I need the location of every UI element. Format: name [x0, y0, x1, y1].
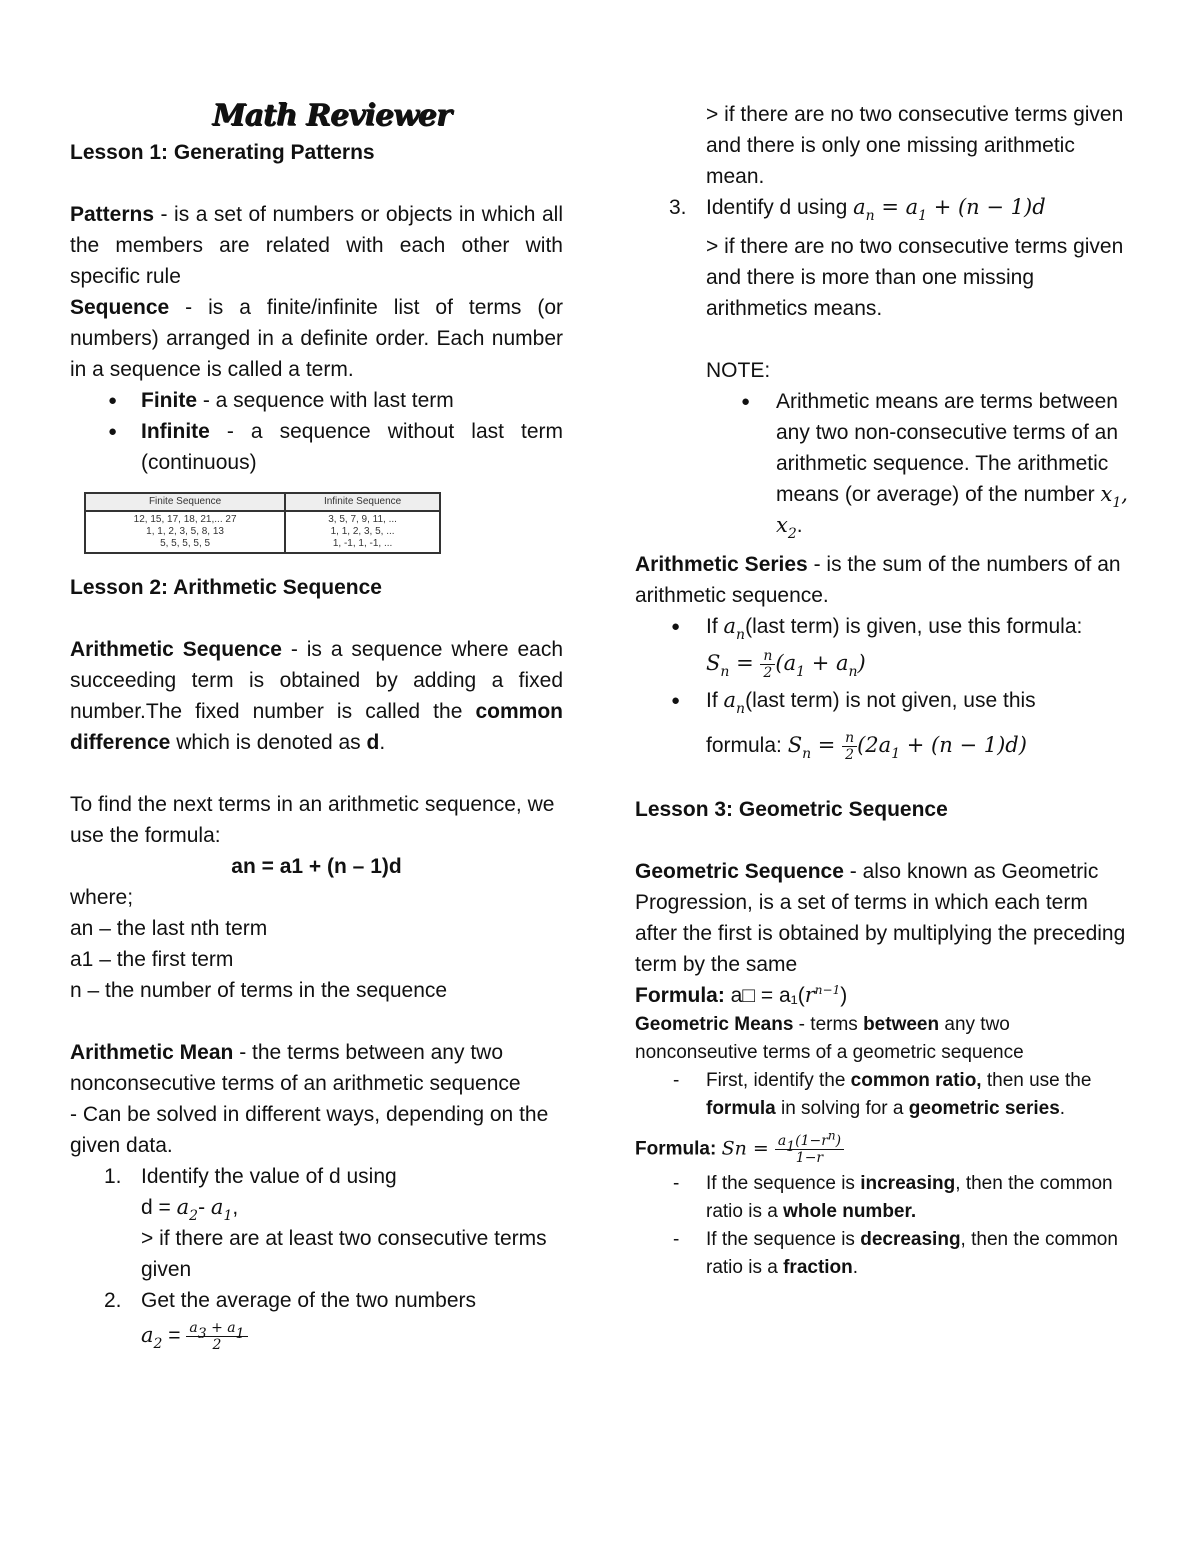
step-1-note: > if there are at least two consecutive terms given [141, 1227, 547, 1281]
patterns-definition: Patterns - is a set of numbers or objects in which all the members are related with each other with specific rule [70, 203, 563, 288]
lesson1-heading: Lesson 1: Generating Patterns [70, 141, 375, 164]
table-header: Infinite Sequence [285, 493, 440, 511]
sequence-definition: Sequence - is a finite/infinite list of terms (or numbers) arranged in a definite order. Each number in a sequence is called a term. [70, 296, 563, 381]
geometric-formula: Formula: a□ = $a_1(r^{n-1})$ [635, 983, 848, 1007]
sequence-table [84, 492, 441, 554]
where-label: where; [70, 886, 134, 909]
step-1-formula: $d = a_2-$ $a_1$, [141, 1195, 239, 1224]
step-3: 3. Identify d using $a_n = a_1 + (n - 1)d$ [669, 195, 1046, 224]
series-formula-1: $S_n$ = $\frac{n}{2}$ $(a_1 + a_n)$ [706, 648, 866, 681]
step-2: 2. Get the average of the two numbers [104, 1289, 477, 1312]
table-cell: 12, 15, 17, 18, 21,... 27 1, 1, 2, 3, 5, 8, 13 5, 5, 5, 5, 5 [85, 511, 285, 553]
arithmetic-formula: an = a1 + (n – 1)d [231, 855, 402, 878]
series-bullet-given: ● If $a_n(last$ term) is given, use this formula: [635, 611, 1135, 642]
n-definition: n – the number of terms in the sequence [70, 979, 448, 1002]
page-title: Math Reviewer [212, 98, 451, 133]
decreasing-note: - If the sequence is decreasing, then the common ratio is a fraction. [635, 1226, 1135, 1282]
table-header: Finite Sequence [85, 493, 285, 511]
infinite-bullet: ● Infinite - a sequence without last term (continuous) [70, 416, 563, 478]
arithmetic-mean-definition: Arithmetic Mean - the terms between any two nonconsecutive terms of an arithmetic sequence [70, 1041, 521, 1095]
finite-bullet: ● Finite - a sequence with last term [70, 385, 563, 416]
table-cell: 3, 5, 7, 9, 11, ... 1, 1, 2, 3, 5, ... 1, -1, 1, -1, ... [285, 511, 440, 553]
step-2-note: > if there are no two consecutive terms given and there is only one missing arithmetic mean. [706, 103, 1124, 188]
arithmetic-sequence-definition: Arithmetic Sequence - is a sequence where each succeeding term is obtained by adding a fixed number.The fixed number is called the common difference which is denoted as d. [70, 638, 563, 754]
solved-text: - Can be solved in different ways, depending on the given data. [70, 1103, 549, 1157]
step-3-note: > if there are no two consecutive terms given and there is more than one missing arithmetics means. [706, 235, 1124, 320]
series-bullet-not-given: ● If $a_n(last$ term) is not given, use this [635, 685, 1135, 716]
note-bullet: ● Arithmetic means are terms between any two non-consecutive terms of an arithmetic sequence. The arithmetic means (or average) of the number $x_1$, $x_2$. [635, 386, 1135, 541]
geometric-sum-formula: Formula: Sn = $\frac{a_1(1-r^n)}{1-r}$ [635, 1133, 1135, 1166]
arithmetic-series-definition: Arithmetic Series - is the sum of the numbers of an arithmetic sequence. [635, 553, 1121, 607]
left-column [70, 95, 563, 1353]
geometric-means-definition: Geometric Means - terms between any two nonconseutive terms of a geometric sequence [635, 1014, 1024, 1063]
series-formula-2: formula: $S_n$ = $\frac{n}{2}$ $(2a_1 + (n - 1)d)$ [706, 730, 1027, 763]
step-2-formula: $a_2$ = $\frac{a_3 + a_1}{2}$ [70, 1320, 563, 1353]
lesson3-heading: Lesson 3: Geometric Sequence [635, 798, 948, 821]
geometric-step: - First, identify the common ratio, then use the formula in solving for a geometric series. [635, 1067, 1135, 1123]
geometric-sequence-definition: Geometric Sequence - also known as Geometric Progression, is a set of terms in which each term after the first is obtained by multiplying the preceding term by the same [635, 860, 1126, 976]
lesson2-heading: Lesson 2: Arithmetic Sequence [70, 576, 382, 599]
note-label: NOTE: [706, 359, 771, 382]
find-next-text: To find the next terms in an arithmetic sequence, we use the formula: [70, 793, 555, 847]
step-1: 1. Identify the value of d using [104, 1165, 397, 1188]
increasing-note: - If the sequence is increasing, then the common ratio is a whole number. [635, 1170, 1135, 1226]
right-column [635, 95, 1135, 1282]
a1-definition: a1 – the first term [70, 948, 234, 971]
an-definition: an – the last nth term [70, 917, 268, 940]
